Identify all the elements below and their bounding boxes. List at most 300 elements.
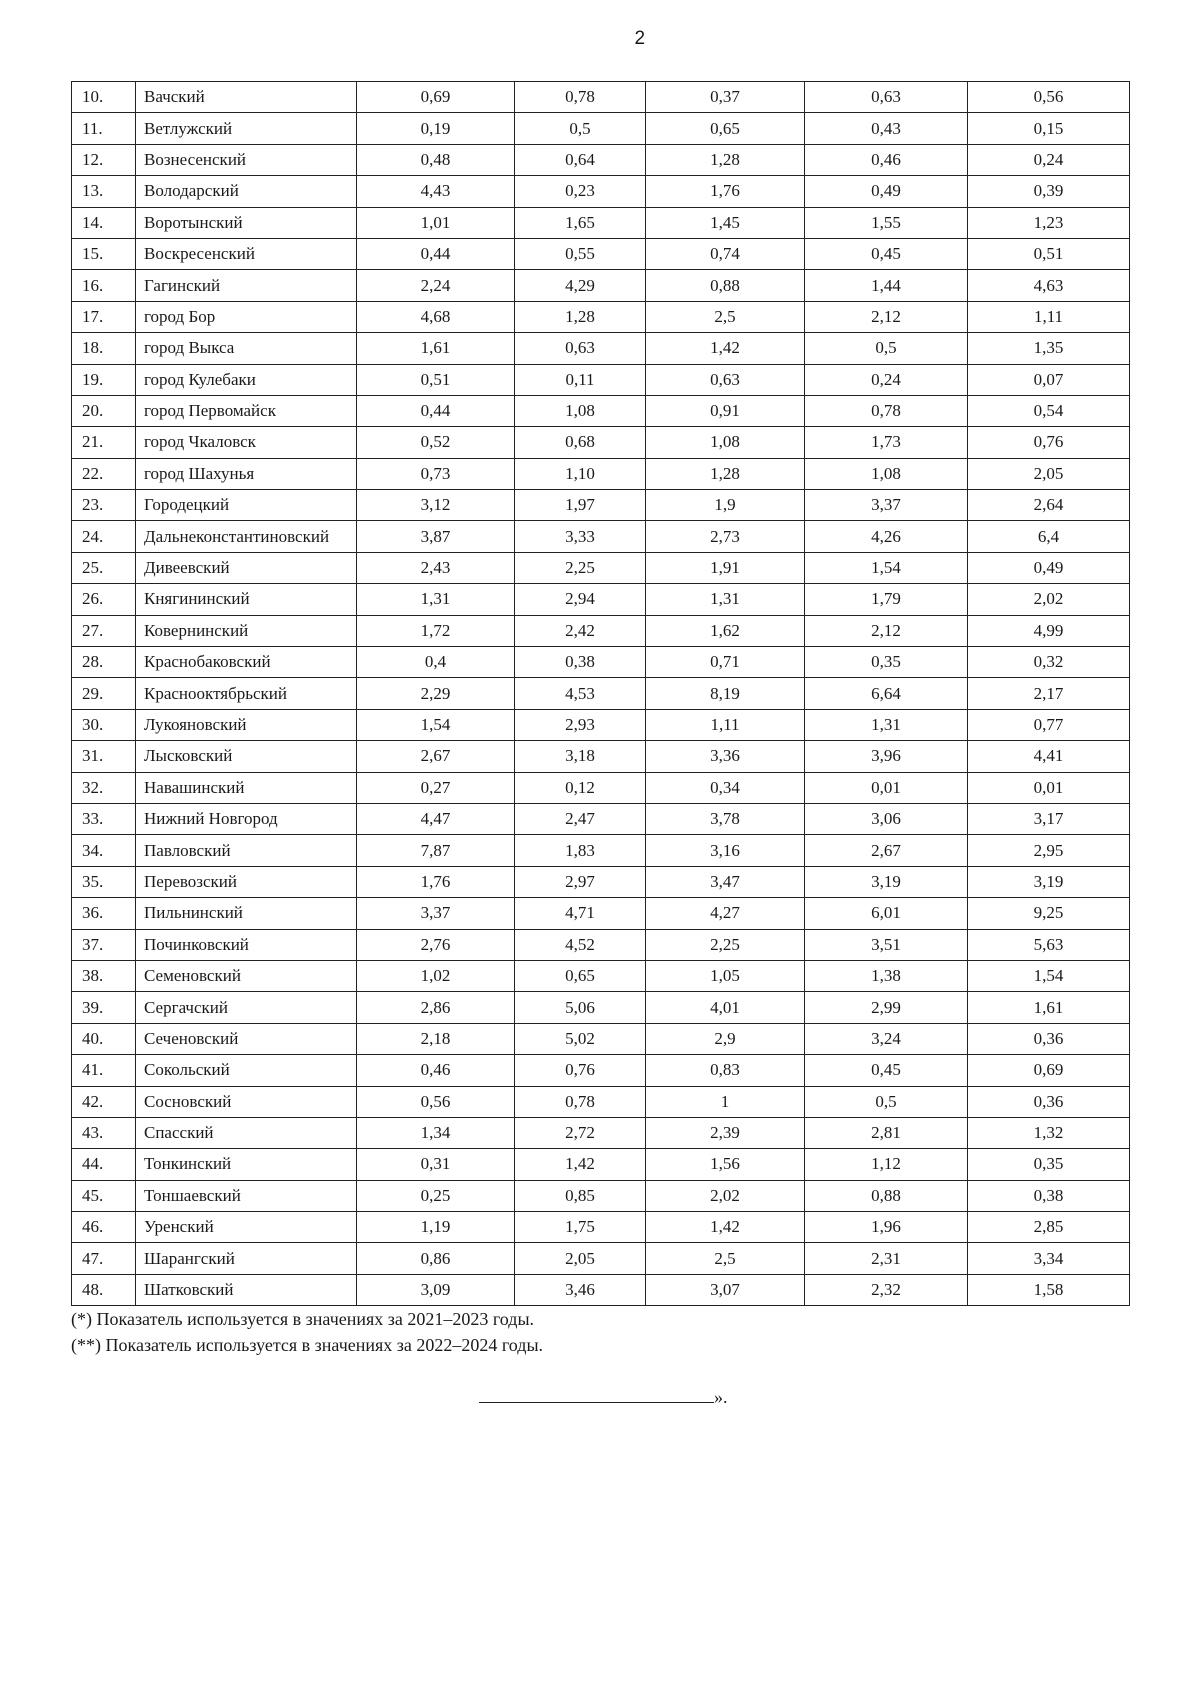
row-number-cell: 27.	[72, 615, 136, 646]
value-cell-3: 3,36	[646, 741, 805, 772]
footnote-2: (**) Показатель используется в значениях за 2022–2024 годы.	[71, 1335, 544, 1355]
table-row	[72, 1117, 1130, 1148]
district-name-cell: Починковский	[136, 929, 357, 960]
table-row	[72, 82, 1130, 113]
value-cell-1: 0,27	[357, 772, 515, 803]
value-cell-4: 0,35	[805, 647, 968, 678]
table-row	[72, 552, 1130, 583]
value-cell-2: 0,65	[515, 960, 646, 991]
value-cell-2: 0,38	[515, 647, 646, 678]
value-cell-1: 0,31	[357, 1149, 515, 1180]
value-cell-1: 0,44	[357, 395, 515, 426]
value-cell-4: 0,49	[805, 176, 968, 207]
value-cell-1: 0,46	[357, 1055, 515, 1086]
value-cell-4: 3,24	[805, 1023, 968, 1054]
value-cell-1: 1,19	[357, 1212, 515, 1243]
value-cell-4: 2,81	[805, 1117, 968, 1148]
district-name-cell: Уренский	[136, 1212, 357, 1243]
row-number-cell: 30.	[72, 709, 136, 740]
value-cell-4: 0,43	[805, 113, 968, 144]
value-cell-3: 3,47	[646, 866, 805, 897]
value-cell-1: 1,01	[357, 207, 515, 238]
row-number-cell: 10.	[72, 82, 136, 113]
table-row	[72, 992, 1130, 1023]
table-row	[72, 1055, 1130, 1086]
table-row	[72, 333, 1130, 364]
value-cell-5: 0,77	[968, 709, 1130, 740]
table-row	[72, 521, 1130, 552]
value-cell-1: 2,76	[357, 929, 515, 960]
district-name-cell: Дальнеконстантиновский	[136, 521, 357, 552]
row-number-cell: 45.	[72, 1180, 136, 1211]
table-row	[72, 1149, 1130, 1180]
row-number-cell: 28.	[72, 647, 136, 678]
table-row	[72, 835, 1130, 866]
district-name-cell: Ковернинский	[136, 615, 357, 646]
row-number-cell: 13.	[72, 176, 136, 207]
table-row	[72, 364, 1130, 395]
value-cell-5: 2,95	[968, 835, 1130, 866]
indicator-table	[71, 81, 1130, 1306]
signature-underline	[479, 1386, 714, 1403]
value-cell-1: 0,48	[357, 144, 515, 175]
district-name-cell: Павловский	[136, 835, 357, 866]
row-number-cell: 47.	[72, 1243, 136, 1274]
value-cell-1: 7,87	[357, 835, 515, 866]
value-cell-5: 3,34	[968, 1243, 1130, 1274]
value-cell-5: 0,35	[968, 1149, 1130, 1180]
value-cell-5: 1,23	[968, 207, 1130, 238]
value-cell-5: 1,54	[968, 960, 1130, 991]
district-name-cell: Дивеевский	[136, 552, 357, 583]
table-row	[72, 176, 1130, 207]
value-cell-3: 1,11	[646, 709, 805, 740]
row-number-cell: 41.	[72, 1055, 136, 1086]
district-name-cell: Княгининский	[136, 584, 357, 615]
value-cell-3: 0,88	[646, 270, 805, 301]
row-number-cell: 34.	[72, 835, 136, 866]
value-cell-4: 0,88	[805, 1180, 968, 1211]
value-cell-3: 1,42	[646, 1212, 805, 1243]
district-name-cell: Краснобаковский	[136, 647, 357, 678]
value-cell-5: 0,49	[968, 552, 1130, 583]
value-cell-2: 0,11	[515, 364, 646, 395]
district-name-cell: город Первомайск	[136, 395, 357, 426]
value-cell-4: 0,78	[805, 395, 968, 426]
value-cell-5: 2,85	[968, 1212, 1130, 1243]
value-cell-2: 4,71	[515, 898, 646, 929]
value-cell-3: 4,27	[646, 898, 805, 929]
value-cell-1: 0,44	[357, 238, 515, 269]
value-cell-5: 0,76	[968, 427, 1130, 458]
value-cell-1: 3,37	[357, 898, 515, 929]
district-name-cell: город Кулебаки	[136, 364, 357, 395]
table-row	[72, 803, 1130, 834]
value-cell-3: 0,37	[646, 82, 805, 113]
value-cell-3: 1,91	[646, 552, 805, 583]
value-cell-4: 6,64	[805, 678, 968, 709]
value-cell-1: 2,24	[357, 270, 515, 301]
footnotes	[71, 1306, 543, 1358]
row-number-cell: 26.	[72, 584, 136, 615]
value-cell-2: 1,97	[515, 490, 646, 521]
value-cell-4: 2,12	[805, 615, 968, 646]
row-number-cell: 18.	[72, 333, 136, 364]
value-cell-1: 4,68	[357, 301, 515, 332]
value-cell-4: 2,67	[805, 835, 968, 866]
value-cell-3: 3,78	[646, 803, 805, 834]
table-row	[72, 207, 1130, 238]
value-cell-3: 1,31	[646, 584, 805, 615]
table-row	[72, 960, 1130, 991]
value-cell-3: 2,02	[646, 1180, 805, 1211]
value-cell-4: 0,5	[805, 1086, 968, 1117]
value-cell-4: 0,63	[805, 82, 968, 113]
district-name-cell: Навашинский	[136, 772, 357, 803]
row-number-cell: 14.	[72, 207, 136, 238]
value-cell-2: 0,63	[515, 333, 646, 364]
district-name-cell: Лукояновский	[136, 709, 357, 740]
footnote-1: (*) Показатель используется в значениях за 2021–2023 годы.	[71, 1309, 535, 1329]
value-cell-1: 4,43	[357, 176, 515, 207]
value-cell-4: 1,54	[805, 552, 968, 583]
district-name-cell: Воскресенский	[136, 238, 357, 269]
value-cell-4: 0,45	[805, 238, 968, 269]
value-cell-5: 3,17	[968, 803, 1130, 834]
value-cell-5: 2,05	[968, 458, 1130, 489]
table-row	[72, 144, 1130, 175]
value-cell-2: 4,53	[515, 678, 646, 709]
row-number-cell: 35.	[72, 866, 136, 897]
table-row	[72, 741, 1130, 772]
value-cell-5: 0,01	[968, 772, 1130, 803]
table-row	[72, 1086, 1130, 1117]
row-number-cell: 16.	[72, 270, 136, 301]
value-cell-4: 3,51	[805, 929, 968, 960]
value-cell-5: 9,25	[968, 898, 1130, 929]
row-number-cell: 11.	[72, 113, 136, 144]
value-cell-3: 0,34	[646, 772, 805, 803]
row-number-cell: 12.	[72, 144, 136, 175]
row-number-cell: 44.	[72, 1149, 136, 1180]
value-cell-2: 5,02	[515, 1023, 646, 1054]
value-cell-3: 1,42	[646, 333, 805, 364]
table-row	[72, 709, 1130, 740]
row-number-cell: 46.	[72, 1212, 136, 1243]
value-cell-3: 2,5	[646, 301, 805, 332]
value-cell-3: 0,83	[646, 1055, 805, 1086]
value-cell-2: 0,68	[515, 427, 646, 458]
value-cell-2: 0,85	[515, 1180, 646, 1211]
district-name-cell: Вознесенский	[136, 144, 357, 175]
row-number-cell: 37.	[72, 929, 136, 960]
value-cell-3: 3,07	[646, 1274, 805, 1305]
row-number-cell: 23.	[72, 490, 136, 521]
value-cell-2: 2,42	[515, 615, 646, 646]
value-cell-4: 0,45	[805, 1055, 968, 1086]
table-row	[72, 395, 1130, 426]
value-cell-2: 0,76	[515, 1055, 646, 1086]
value-cell-2: 4,52	[515, 929, 646, 960]
value-cell-2: 0,78	[515, 82, 646, 113]
value-cell-3: 0,71	[646, 647, 805, 678]
value-cell-2: 3,46	[515, 1274, 646, 1305]
value-cell-5: 1,61	[968, 992, 1130, 1023]
value-cell-4: 1,08	[805, 458, 968, 489]
value-cell-4: 1,31	[805, 709, 968, 740]
row-number-cell: 22.	[72, 458, 136, 489]
value-cell-4: 1,96	[805, 1212, 968, 1243]
district-name-cell: Пильнинский	[136, 898, 357, 929]
value-cell-1: 0,51	[357, 364, 515, 395]
value-cell-2: 2,94	[515, 584, 646, 615]
value-cell-2: 3,33	[515, 521, 646, 552]
closing-line	[479, 1386, 728, 1408]
district-name-cell: Спасский	[136, 1117, 357, 1148]
district-name-cell: Тонкинский	[136, 1149, 357, 1180]
value-cell-3: 1,45	[646, 207, 805, 238]
value-cell-1: 0,19	[357, 113, 515, 144]
row-number-cell: 38.	[72, 960, 136, 991]
table-row	[72, 458, 1130, 489]
value-cell-1: 0,69	[357, 82, 515, 113]
value-cell-4: 3,37	[805, 490, 968, 521]
value-cell-3: 1	[646, 1086, 805, 1117]
value-cell-1: 2,18	[357, 1023, 515, 1054]
value-cell-5: 1,11	[968, 301, 1130, 332]
value-cell-2: 1,10	[515, 458, 646, 489]
row-number-cell: 24.	[72, 521, 136, 552]
value-cell-2: 1,08	[515, 395, 646, 426]
value-cell-3: 1,62	[646, 615, 805, 646]
district-name-cell: Шарангский	[136, 1243, 357, 1274]
value-cell-3: 2,9	[646, 1023, 805, 1054]
district-name-cell: Краснооктябрьский	[136, 678, 357, 709]
value-cell-1: 2,43	[357, 552, 515, 583]
table-row	[72, 270, 1130, 301]
row-number-cell: 48.	[72, 1274, 136, 1305]
value-cell-2: 0,23	[515, 176, 646, 207]
district-name-cell: город Шахунья	[136, 458, 357, 489]
value-cell-3: 4,01	[646, 992, 805, 1023]
table-row	[72, 1212, 1130, 1243]
value-cell-3: 3,16	[646, 835, 805, 866]
page-number: 2	[634, 28, 646, 49]
value-cell-2: 2,72	[515, 1117, 646, 1148]
district-name-cell: Перевозский	[136, 866, 357, 897]
value-cell-5: 6,4	[968, 521, 1130, 552]
value-cell-1: 0,56	[357, 1086, 515, 1117]
value-cell-1: 0,86	[357, 1243, 515, 1274]
value-cell-3: 1,28	[646, 144, 805, 175]
table-row	[72, 427, 1130, 458]
value-cell-1: 1,54	[357, 709, 515, 740]
district-name-cell: Лысковский	[136, 741, 357, 772]
value-cell-4: 0,01	[805, 772, 968, 803]
value-cell-5: 2,17	[968, 678, 1130, 709]
value-cell-4: 1,79	[805, 584, 968, 615]
value-cell-4: 1,44	[805, 270, 968, 301]
table-body	[72, 82, 1130, 1306]
value-cell-1: 0,73	[357, 458, 515, 489]
value-cell-5: 1,35	[968, 333, 1130, 364]
row-number-cell: 17.	[72, 301, 136, 332]
row-number-cell: 42.	[72, 1086, 136, 1117]
value-cell-4: 2,31	[805, 1243, 968, 1274]
value-cell-3: 0,65	[646, 113, 805, 144]
value-cell-1: 1,61	[357, 333, 515, 364]
value-cell-2: 2,97	[515, 866, 646, 897]
row-number-cell: 20.	[72, 395, 136, 426]
table-row	[72, 1274, 1130, 1305]
row-number-cell: 43.	[72, 1117, 136, 1148]
table-row	[72, 584, 1130, 615]
value-cell-3: 2,5	[646, 1243, 805, 1274]
value-cell-1: 1,72	[357, 615, 515, 646]
table-row	[72, 1023, 1130, 1054]
value-cell-5: 2,02	[968, 584, 1130, 615]
value-cell-5: 1,58	[968, 1274, 1130, 1305]
value-cell-5: 0,38	[968, 1180, 1130, 1211]
table-row	[72, 1180, 1130, 1211]
value-cell-1: 0,4	[357, 647, 515, 678]
table-row	[72, 929, 1130, 960]
value-cell-2: 0,55	[515, 238, 646, 269]
value-cell-4: 1,12	[805, 1149, 968, 1180]
value-cell-2: 1,83	[515, 835, 646, 866]
value-cell-5: 0,24	[968, 144, 1130, 175]
value-cell-3: 0,91	[646, 395, 805, 426]
district-name-cell: Гагинский	[136, 270, 357, 301]
value-cell-3: 1,28	[646, 458, 805, 489]
value-cell-1: 3,12	[357, 490, 515, 521]
value-cell-2: 1,65	[515, 207, 646, 238]
value-cell-5: 0,39	[968, 176, 1130, 207]
value-cell-1: 1,02	[357, 960, 515, 991]
value-cell-5: 0,54	[968, 395, 1130, 426]
table-row	[72, 866, 1130, 897]
value-cell-5: 5,63	[968, 929, 1130, 960]
value-cell-4: 1,38	[805, 960, 968, 991]
district-name-cell: Сеченовский	[136, 1023, 357, 1054]
district-name-cell: Семеновский	[136, 960, 357, 991]
value-cell-4: 0,24	[805, 364, 968, 395]
value-cell-2: 1,42	[515, 1149, 646, 1180]
district-name-cell: Вачский	[136, 82, 357, 113]
value-cell-3: 1,9	[646, 490, 805, 521]
row-number-cell: 29.	[72, 678, 136, 709]
value-cell-1: 2,86	[357, 992, 515, 1023]
value-cell-5: 0,36	[968, 1023, 1130, 1054]
value-cell-4: 3,06	[805, 803, 968, 834]
value-cell-3: 1,05	[646, 960, 805, 991]
value-cell-4: 0,5	[805, 333, 968, 364]
value-cell-5: 2,64	[968, 490, 1130, 521]
value-cell-5: 4,41	[968, 741, 1130, 772]
value-cell-2: 1,28	[515, 301, 646, 332]
table-row	[72, 772, 1130, 803]
value-cell-1: 2,29	[357, 678, 515, 709]
district-name-cell: Володарский	[136, 176, 357, 207]
district-name-cell: Тоншаевский	[136, 1180, 357, 1211]
value-cell-4: 4,26	[805, 521, 968, 552]
value-cell-2: 4,29	[515, 270, 646, 301]
table-row	[72, 113, 1130, 144]
district-name-cell: город Выкса	[136, 333, 357, 364]
value-cell-1: 0,25	[357, 1180, 515, 1211]
row-number-cell: 39.	[72, 992, 136, 1023]
value-cell-4: 2,12	[805, 301, 968, 332]
value-cell-5: 0,32	[968, 647, 1130, 678]
value-cell-3: 1,76	[646, 176, 805, 207]
value-cell-3: 8,19	[646, 678, 805, 709]
row-number-cell: 15.	[72, 238, 136, 269]
district-name-cell: Сосновский	[136, 1086, 357, 1117]
table-row	[72, 647, 1130, 678]
value-cell-5: 0,56	[968, 82, 1130, 113]
row-number-cell: 25.	[72, 552, 136, 583]
value-cell-2: 2,47	[515, 803, 646, 834]
table-row	[72, 678, 1130, 709]
value-cell-2: 1,75	[515, 1212, 646, 1243]
row-number-cell: 33.	[72, 803, 136, 834]
value-cell-4: 0,46	[805, 144, 968, 175]
closing-quote: ».	[714, 1387, 728, 1407]
value-cell-4: 1,55	[805, 207, 968, 238]
value-cell-3: 2,25	[646, 929, 805, 960]
row-number-cell: 19.	[72, 364, 136, 395]
district-name-cell: Сокольский	[136, 1055, 357, 1086]
value-cell-2: 5,06	[515, 992, 646, 1023]
value-cell-1: 2,67	[357, 741, 515, 772]
table-row	[72, 1243, 1130, 1274]
value-cell-2: 2,05	[515, 1243, 646, 1274]
value-cell-2: 2,25	[515, 552, 646, 583]
value-cell-2: 0,12	[515, 772, 646, 803]
value-cell-4: 1,73	[805, 427, 968, 458]
value-cell-4: 3,96	[805, 741, 968, 772]
value-cell-2: 0,5	[515, 113, 646, 144]
value-cell-3: 2,73	[646, 521, 805, 552]
value-cell-5: 0,69	[968, 1055, 1130, 1086]
value-cell-1: 1,34	[357, 1117, 515, 1148]
value-cell-1: 4,47	[357, 803, 515, 834]
district-name-cell: Городецкий	[136, 490, 357, 521]
table-row	[72, 898, 1130, 929]
value-cell-5: 0,51	[968, 238, 1130, 269]
row-number-cell: 32.	[72, 772, 136, 803]
value-cell-3: 0,63	[646, 364, 805, 395]
value-cell-4: 6,01	[805, 898, 968, 929]
value-cell-2: 0,78	[515, 1086, 646, 1117]
table-row	[72, 301, 1130, 332]
value-cell-5: 0,15	[968, 113, 1130, 144]
value-cell-3: 2,39	[646, 1117, 805, 1148]
district-name-cell: Воротынский	[136, 207, 357, 238]
value-cell-4: 3,19	[805, 866, 968, 897]
value-cell-5: 4,99	[968, 615, 1130, 646]
value-cell-1: 3,09	[357, 1274, 515, 1305]
value-cell-2: 0,64	[515, 144, 646, 175]
value-cell-4: 2,32	[805, 1274, 968, 1305]
value-cell-5: 0,36	[968, 1086, 1130, 1117]
district-name-cell: Нижний Новгород	[136, 803, 357, 834]
value-cell-4: 2,99	[805, 992, 968, 1023]
value-cell-1: 0,52	[357, 427, 515, 458]
value-cell-3: 1,08	[646, 427, 805, 458]
table-row	[72, 490, 1130, 521]
value-cell-5: 1,32	[968, 1117, 1130, 1148]
